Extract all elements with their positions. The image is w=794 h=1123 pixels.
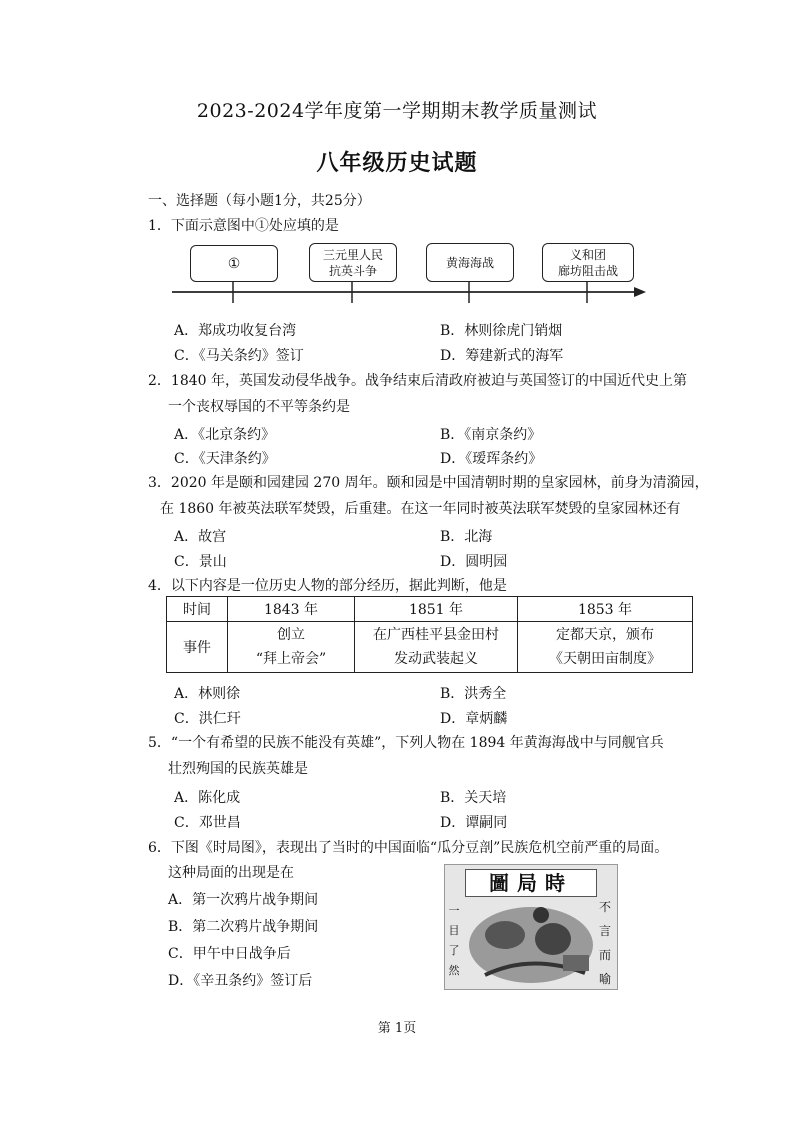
event-1853-line1: 定都天京，颁布 bbox=[556, 627, 654, 643]
timeline-box-sanyuanli bbox=[309, 243, 397, 282]
event-1853-line2: 《天朝田亩制度》 bbox=[549, 651, 661, 667]
q3-option-a: A．故宫 bbox=[174, 529, 227, 545]
q6-stem-line2: 这种局面的出现是在 bbox=[168, 865, 294, 881]
table-year-1843: 1843 年 bbox=[228, 597, 355, 622]
timeline-box-huanghai: 黄海海战 bbox=[426, 243, 514, 282]
event-1843-line1: 创立 bbox=[277, 627, 305, 643]
q5-option-a: A．陈化成 bbox=[174, 790, 241, 806]
q4-table bbox=[166, 596, 693, 673]
q5-option-c: C．邓世昌 bbox=[174, 815, 241, 831]
q6-option-d: D．《辛丑条约》签订后 bbox=[168, 973, 313, 989]
q4-option-a: A．林则徐 bbox=[174, 686, 241, 702]
q3-option-c: C．景山 bbox=[174, 554, 227, 570]
box2-line1: 三元里人民 bbox=[322, 247, 383, 262]
exam-title: 2023-2024学年度第一学期期末教学质量测试 bbox=[196, 100, 598, 122]
q2-option-a: A．《北京条约》 bbox=[174, 427, 276, 443]
table-event-1853 bbox=[518, 622, 693, 673]
q1-option-c: C．《马关条约》签订 bbox=[174, 348, 304, 364]
shijutu-title: 圖局時 bbox=[465, 869, 597, 897]
timeline-box-yihetuan bbox=[542, 243, 634, 282]
table-event-1843 bbox=[228, 622, 355, 673]
q4-stem: 4．以下内容是一位历史人物的部分经历，据此判断，他是 bbox=[148, 578, 507, 594]
q3-stem-line1: 3．2020 年是颐和园建园 270 周年。颐和园是中国清朝时期的皇家园林，前身为清漪园， bbox=[148, 475, 709, 491]
timeline-axis bbox=[0, 0, 794, 330]
q4-option-d: D．章炳麟 bbox=[440, 711, 508, 727]
event-1851-line2: 发动武装起义 bbox=[394, 651, 478, 667]
q5-stem-line2: 壮烈殉国的民族英雄是 bbox=[168, 761, 308, 777]
shijutu-side-left: 一目了然 bbox=[448, 904, 460, 977]
box4-line1: 义和团 bbox=[569, 247, 606, 262]
q2-option-d: D．《瑷珲条约》 bbox=[440, 451, 543, 467]
q6-stem-line1: 6．下图《时局图》，表现出了当时的中国面临“瓜分豆剖”民族危机空前严重的局面。 bbox=[148, 840, 669, 856]
q1-option-b: B．林则徐虎门销烟 bbox=[440, 323, 563, 339]
shijutu-image bbox=[444, 864, 618, 990]
shijutu-illustration bbox=[445, 865, 617, 989]
section-heading: 一、选择题（每小题1分，共25分） bbox=[148, 193, 371, 209]
shijutu-side-right: 不言而喻 bbox=[598, 900, 611, 986]
q3-stem-line2: 在 1860 年被英法联军焚毁，后重建。在这一年同时被英法联军焚毁的皇家园林还有 bbox=[160, 501, 681, 517]
q5-stem-line1: 5．“一个有希望的民族不能没有英雄”，下列人物在 1894 年黄海海战中与同舰官兵 bbox=[148, 735, 664, 751]
q5-option-b: B．关天培 bbox=[440, 790, 507, 806]
q2-stem-line1: 2．1840 年，英国发动侵华战争。战争结束后清政府被迫与英国签订的中国近代史上第 bbox=[148, 373, 687, 389]
q1-option-a: A．郑成功收复台湾 bbox=[174, 323, 297, 339]
q3-option-b: B．北海 bbox=[440, 529, 493, 545]
box4-line2: 廊坊阻击战 bbox=[557, 263, 618, 278]
q4-option-b: B．洪秀全 bbox=[440, 686, 507, 702]
table-header-event: 事件 bbox=[167, 622, 228, 673]
q1-option-d: D．筹建新式的海军 bbox=[440, 348, 564, 364]
page-number: 第 1页 bbox=[377, 1021, 417, 1036]
box2-line2: 抗英斗争 bbox=[328, 263, 377, 278]
q2-option-c: C．《天津条约》 bbox=[174, 451, 276, 467]
q2-option-b: B．《南京条约》 bbox=[440, 427, 542, 443]
table-year-1853: 1853 年 bbox=[518, 597, 693, 622]
table-year-1851: 1851 年 bbox=[355, 597, 518, 622]
q6-option-a: A．第一次鸦片战争期间 bbox=[168, 892, 319, 908]
timeline-box-blank: ① bbox=[190, 245, 278, 282]
q2-stem-line2: 一个丧权辱国的不平等条约是 bbox=[168, 399, 350, 415]
table-event-1851 bbox=[355, 622, 518, 673]
q6-option-c: C．甲午中日战争后 bbox=[168, 946, 291, 962]
event-1851-line1: 在广西桂平县金田村 bbox=[373, 627, 499, 643]
q1-stem: 1．下面示意图中①处应填的是 bbox=[148, 218, 339, 234]
q3-option-d: D．圆明园 bbox=[440, 554, 508, 570]
q5-option-d: D．谭嗣同 bbox=[440, 815, 508, 831]
exam-subtitle: 八年级历史试题 bbox=[316, 151, 478, 176]
q4-option-c: C．洪仁玕 bbox=[174, 711, 241, 727]
table-header-time: 时间 bbox=[167, 597, 228, 622]
event-1843-line2: “拜上帝会” bbox=[255, 651, 327, 667]
q6-option-b: B．第二次鸦片战争期间 bbox=[168, 919, 319, 935]
